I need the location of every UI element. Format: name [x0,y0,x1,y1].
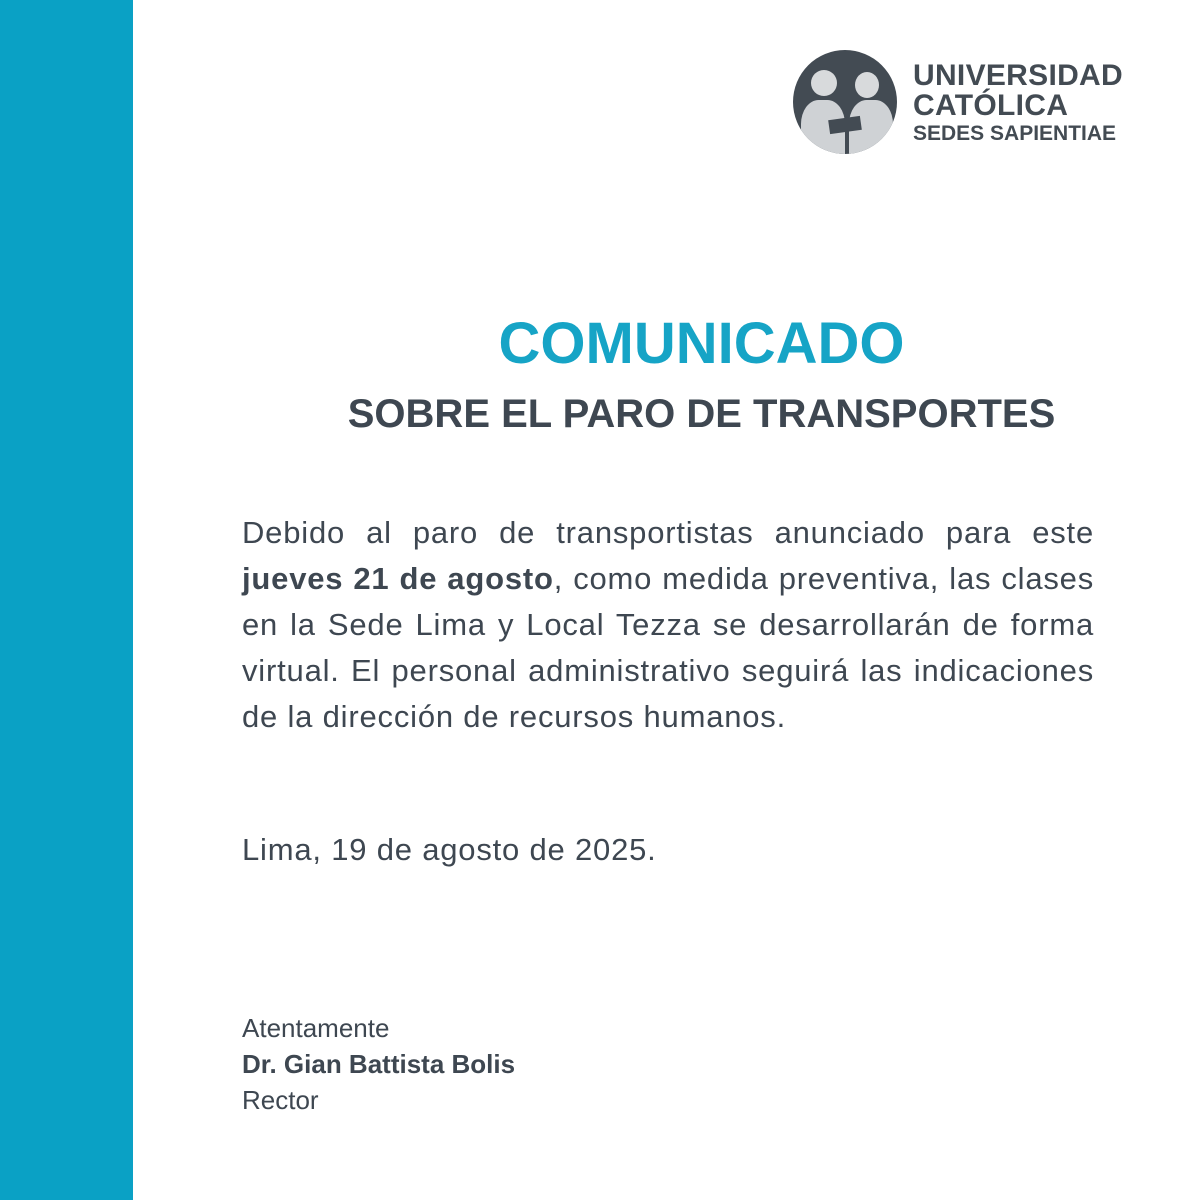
logo-line-2: CATÓLICA [913,88,1069,122]
logo-line-3: SEDES SAPIENTIAE [913,121,1117,145]
body-highlight-date: jueves 21 de agosto [242,561,554,596]
announcement-date: Lima, 19 de agosto de 2025. [242,832,657,867]
university-seal-icon [793,50,897,154]
page-subtitle: SOBRE EL PARO DE TRANSPORTES [347,392,1056,436]
signature-closing: Atentamente [242,1013,390,1043]
signature-block [242,1010,515,1118]
logo-text [913,58,1123,145]
signature-role: Rector [242,1085,319,1115]
logo-line-1: UNIVERSIDAD [913,58,1123,92]
accent-sidebar-bar [0,0,133,1200]
announcement-body [242,510,1094,740]
body-text-2: , como medida preventiva, las clases en la Sede Lima y Local Tezza se desarrollarán de forma virtual. El personal administrativo seguirá las indicaciones de la dirección de recursos humanos. [242,561,1094,734]
signature-name: Dr. Gian Battista Bolis [242,1049,516,1079]
body-text-1: Debido al paro de transportistas anunciado para este [242,515,1094,550]
university-logo [793,50,1123,154]
page-title: COMUNICADO [498,311,905,376]
